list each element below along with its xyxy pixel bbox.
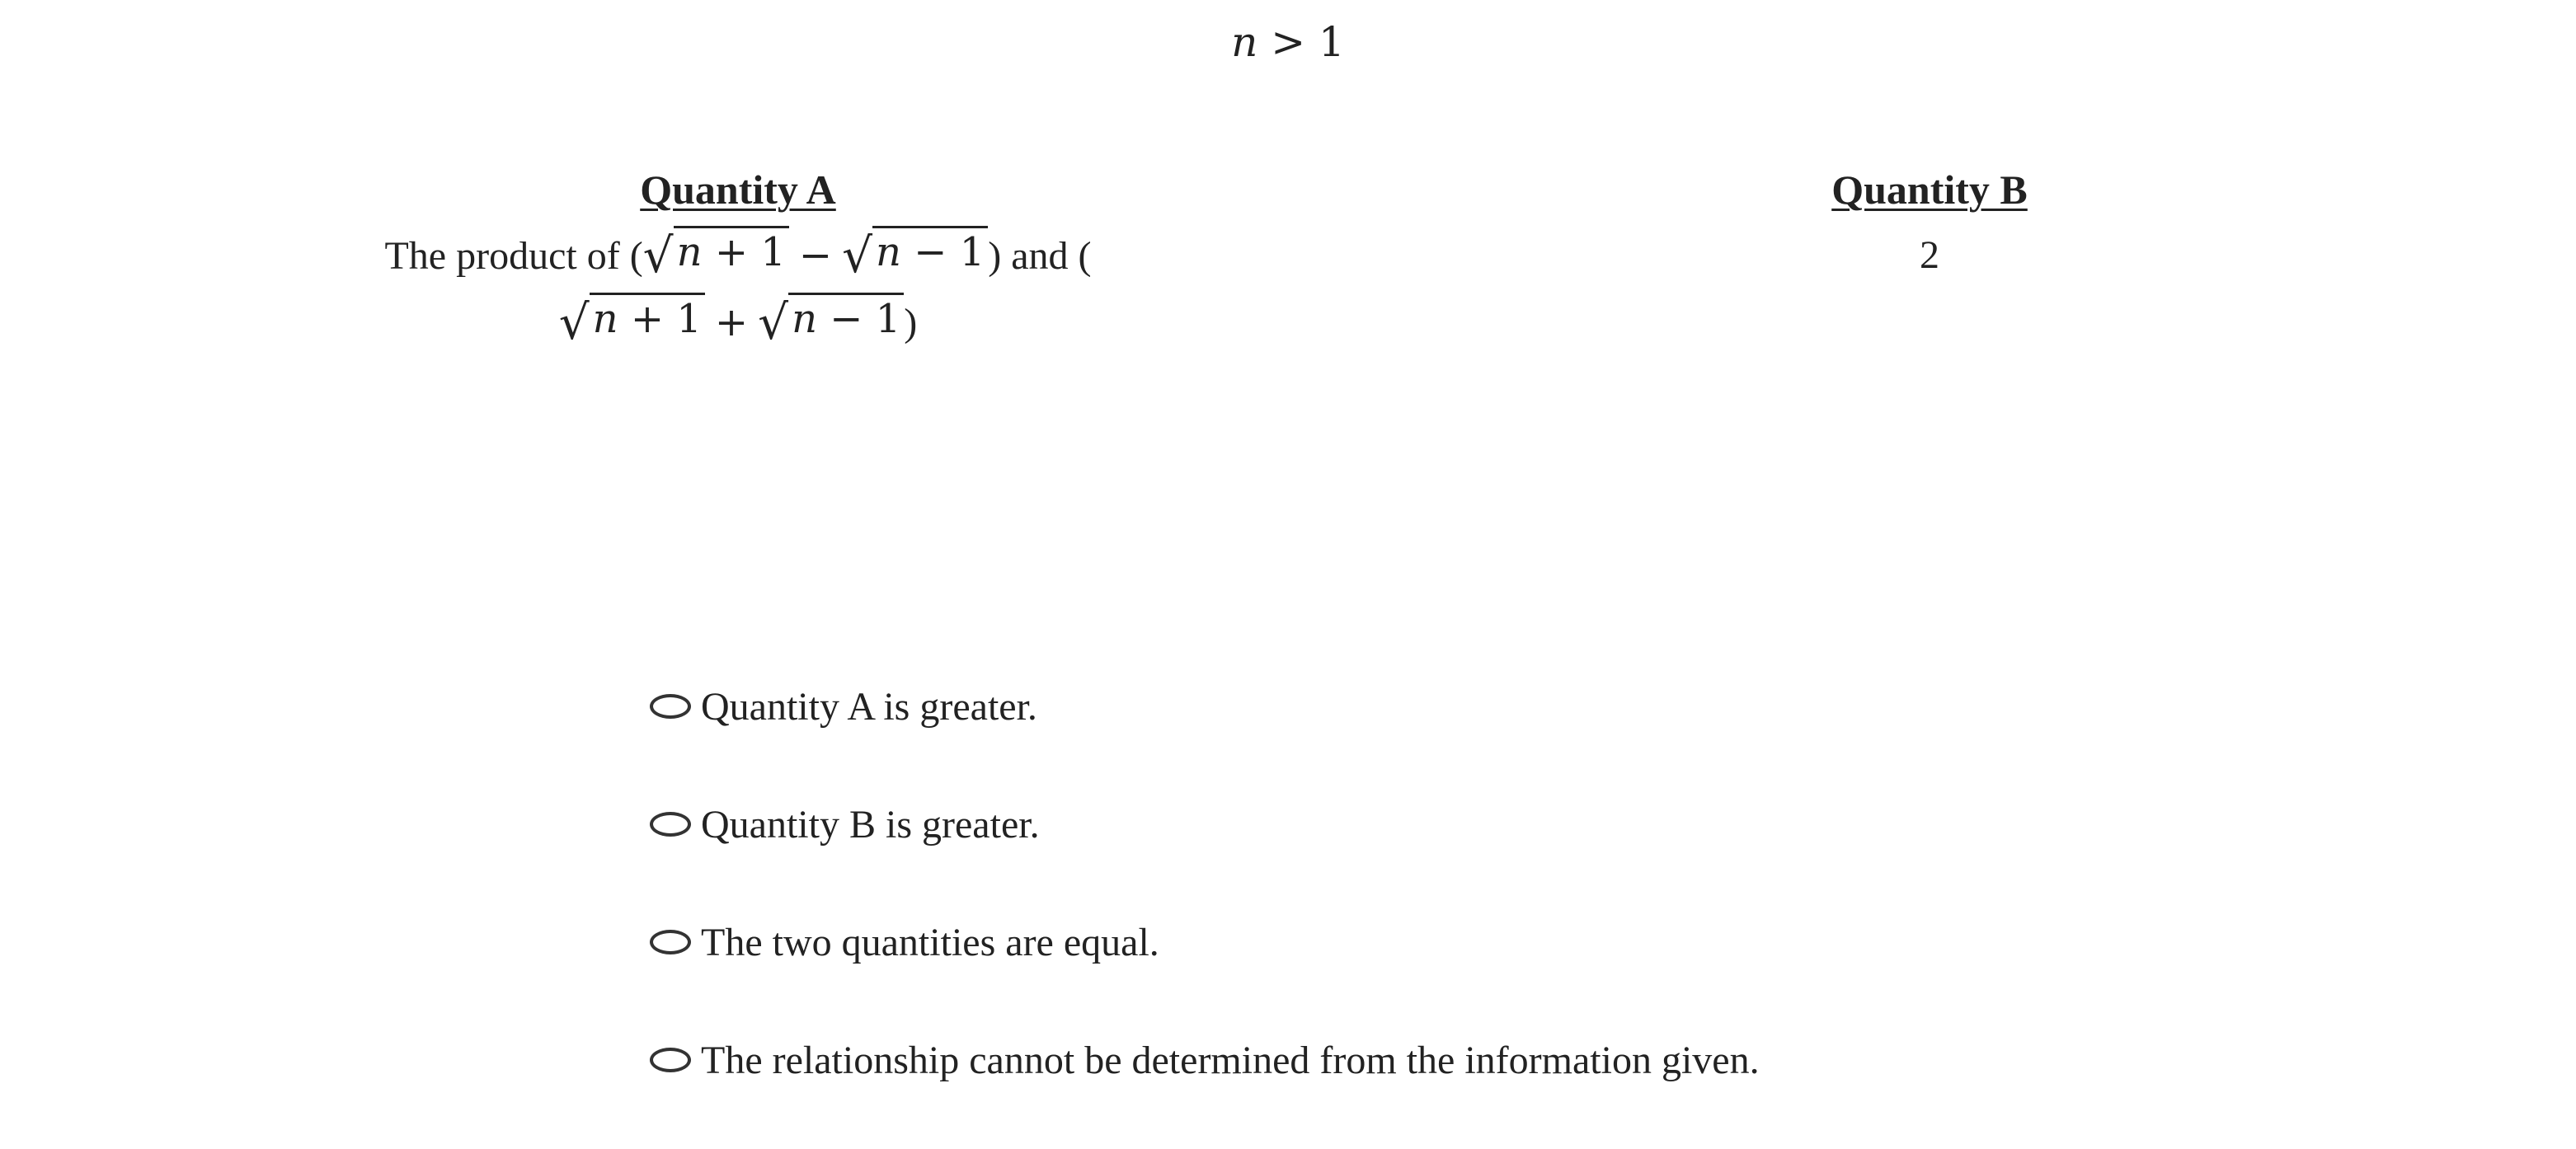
given-variable: n bbox=[1231, 18, 1258, 66]
plus-operator: + bbox=[714, 299, 749, 345]
quantity-b-column bbox=[1723, 157, 2136, 288]
radio-button[interactable] bbox=[650, 694, 691, 719]
choice-cannot-determine[interactable] bbox=[650, 1031, 1760, 1089]
radio-button[interactable] bbox=[650, 930, 691, 954]
sqrt-n-plus-1: √ n + 1 bbox=[559, 293, 705, 343]
choice-label: Quantity B is greater. bbox=[701, 802, 1040, 847]
minus-operator: − bbox=[798, 232, 833, 279]
quantity-b-value: 2 bbox=[1920, 233, 1939, 277]
sqrt-n-plus-1: √ n + 1 bbox=[643, 226, 789, 276]
quantity-a-and: ) and ( bbox=[988, 234, 1092, 278]
radical-sign: √ bbox=[642, 227, 674, 284]
choice-label: The two quantities are equal. bbox=[701, 920, 1159, 964]
quantity-a-column bbox=[247, 157, 1229, 356]
sqrt-n-minus-1: √ n − 1 bbox=[758, 293, 904, 343]
radical-sign: √ bbox=[558, 294, 590, 350]
choice-label: The relationship cannot be determined from the information given. bbox=[701, 1038, 1760, 1082]
choice-a-greater[interactable] bbox=[650, 678, 1760, 735]
choice-label: Quantity A is greater. bbox=[701, 684, 1037, 729]
given-value: 1 bbox=[1319, 18, 1345, 66]
sqrt-n-minus-1: √ n − 1 bbox=[842, 226, 988, 276]
choice-b-greater[interactable] bbox=[650, 795, 1760, 853]
given-condition bbox=[0, 13, 2576, 71]
answer-choices bbox=[650, 678, 1760, 1149]
quantity-a-heading: Quantity A bbox=[640, 166, 836, 213]
quantity-b-heading: Quantity B bbox=[1831, 166, 2028, 213]
choice-equal[interactable] bbox=[650, 913, 1760, 971]
radical-sign: √ bbox=[842, 227, 873, 284]
given-relation: > bbox=[1271, 18, 1306, 66]
quantity-a-prefix: The product of ( bbox=[384, 234, 643, 278]
quantity-a-closing: ) bbox=[904, 301, 918, 345]
radio-button[interactable] bbox=[650, 812, 691, 837]
quantity-a-expression bbox=[326, 223, 1150, 356]
radio-button[interactable] bbox=[650, 1048, 691, 1072]
radical-sign: √ bbox=[758, 294, 789, 350]
